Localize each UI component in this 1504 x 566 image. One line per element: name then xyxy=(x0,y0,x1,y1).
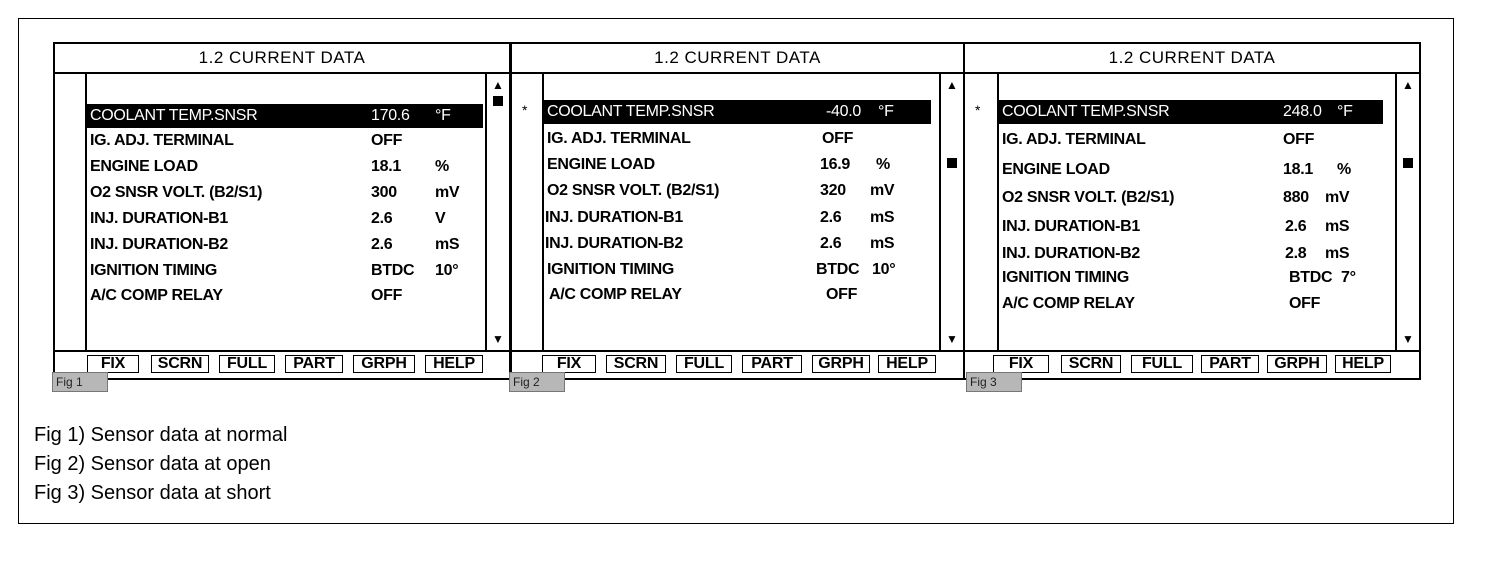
fig-tag-1: Fig 1 xyxy=(52,372,108,392)
item-value: 248.0 xyxy=(1283,103,1322,120)
list-item[interactable] xyxy=(544,206,937,230)
list-item[interactable] xyxy=(544,153,937,177)
list-item[interactable] xyxy=(87,104,483,128)
part-button[interactable]: PART xyxy=(285,355,343,373)
list-item[interactable] xyxy=(87,181,483,205)
scroll-down-icon[interactable]: ▼ xyxy=(946,332,958,346)
item-value: BTDC xyxy=(1289,269,1333,286)
item-value: 2.8 xyxy=(1285,245,1307,262)
scrollbar[interactable] xyxy=(485,72,509,352)
function-key-bar xyxy=(55,350,509,378)
panel-title: 1.2 CURRENT DATA xyxy=(55,44,509,74)
list-item[interactable] xyxy=(544,283,937,307)
data-list[interactable] xyxy=(87,72,483,352)
list-item[interactable] xyxy=(999,186,1393,210)
item-value: BTDC xyxy=(371,262,415,279)
function-key-bar xyxy=(512,350,963,378)
caption-3: Fig 3) Sensor data at short xyxy=(34,482,271,504)
item-label: COOLANT TEMP.SNSR xyxy=(90,107,258,124)
item-label: INJ. DURATION-B2 xyxy=(90,236,229,253)
item-label: INJ. DURATION-B1 xyxy=(545,209,684,226)
scroll-thumb-icon[interactable] xyxy=(493,96,503,106)
scroll-thumb-icon[interactable] xyxy=(1403,158,1413,168)
item-unit: °F xyxy=(1337,103,1353,120)
grph-button[interactable]: GRPH xyxy=(812,355,870,373)
item-value: OFF xyxy=(371,287,403,304)
list-item[interactable] xyxy=(87,207,483,231)
help-button[interactable]: HELP xyxy=(425,355,483,373)
item-value: 16.9 xyxy=(820,156,850,173)
item-value: 2.6 xyxy=(371,236,393,253)
scroll-up-icon[interactable]: ▲ xyxy=(1402,78,1414,92)
item-value: OFF xyxy=(1283,131,1315,148)
item-unit: mV xyxy=(870,182,895,199)
item-value: 880 xyxy=(1283,189,1309,206)
item-value: BTDC xyxy=(816,261,860,278)
item-value: 2.6 xyxy=(1285,218,1307,235)
item-value: 18.1 xyxy=(371,158,401,175)
list-item[interactable] xyxy=(87,129,483,153)
list-item[interactable] xyxy=(544,258,937,282)
item-label: ENGINE LOAD xyxy=(1002,161,1110,178)
item-unit: mS xyxy=(1325,245,1350,262)
item-value: -40.0 xyxy=(826,103,861,120)
selection-marker-icon: * xyxy=(522,102,528,118)
data-list[interactable] xyxy=(544,72,937,352)
fig-tag-3: Fig 3 xyxy=(966,372,1022,392)
item-unit: % xyxy=(876,156,890,173)
item-unit: 10° xyxy=(872,261,896,278)
item-unit: mV xyxy=(435,184,460,201)
help-button[interactable]: HELP xyxy=(878,355,936,373)
item-label: ENGINE LOAD xyxy=(547,156,655,173)
selection-marker-icon: * xyxy=(975,102,981,118)
full-button[interactable]: FULL xyxy=(1131,355,1193,373)
list-item[interactable] xyxy=(999,266,1393,290)
item-unit: °F xyxy=(435,107,451,124)
fix-button[interactable]: FIX xyxy=(542,355,596,373)
item-value: OFF xyxy=(822,130,854,147)
item-label: A/C COMP RELAY xyxy=(549,286,682,303)
current-data-panel-3 xyxy=(963,42,1421,380)
item-unit: mS xyxy=(1325,218,1350,235)
current-data-panel-2 xyxy=(510,42,965,380)
item-label: IGNITION TIMING xyxy=(90,262,218,279)
list-item[interactable] xyxy=(87,233,483,257)
part-button[interactable]: PART xyxy=(1201,355,1259,373)
fix-button[interactable]: FIX xyxy=(87,355,139,373)
list-item[interactable] xyxy=(999,158,1393,182)
item-unit: 7° xyxy=(1341,269,1356,286)
panel-title: 1.2 CURRENT DATA xyxy=(965,44,1419,74)
panel-title: 1.2 CURRENT DATA xyxy=(512,44,963,74)
item-value: OFF xyxy=(1289,295,1321,312)
list-item[interactable] xyxy=(999,215,1393,239)
scroll-down-icon[interactable]: ▼ xyxy=(1402,332,1414,346)
item-label: COOLANT TEMP.SNSR xyxy=(547,103,715,120)
item-unit: °F xyxy=(878,103,894,120)
item-label: A/C COMP RELAY xyxy=(90,287,223,304)
item-value: OFF xyxy=(371,132,403,149)
full-button[interactable]: FULL xyxy=(219,355,275,373)
item-label: IGNITION TIMING xyxy=(547,261,675,278)
item-label: O2 SNSR VOLT. (B2/S1) xyxy=(90,184,263,201)
item-label: IG. ADJ. TERMINAL xyxy=(1002,131,1146,148)
scrn-button[interactable]: SCRN xyxy=(151,355,209,373)
fix-button[interactable]: FIX xyxy=(993,355,1049,373)
scrn-button[interactable]: SCRN xyxy=(1061,355,1121,373)
item-value: 170.6 xyxy=(371,107,410,124)
caption-1: Fig 1) Sensor data at normal xyxy=(34,424,288,446)
item-unit: % xyxy=(1337,161,1351,178)
item-value: 300 xyxy=(371,184,397,201)
list-item[interactable] xyxy=(999,242,1393,266)
scrn-button[interactable]: SCRN xyxy=(606,355,666,373)
scroll-thumb-icon[interactable] xyxy=(947,158,957,168)
item-label: INJ. DURATION-B2 xyxy=(1002,245,1141,262)
scroll-down-icon[interactable]: ▼ xyxy=(492,332,504,346)
item-label: ENGINE LOAD xyxy=(90,158,198,175)
item-label: INJ. DURATION-B1 xyxy=(90,210,229,227)
item-value: 2.6 xyxy=(371,210,393,227)
item-value: 18.1 xyxy=(1283,161,1313,178)
data-list[interactable] xyxy=(999,72,1393,352)
item-label: A/C COMP RELAY xyxy=(1002,295,1135,312)
function-key-bar xyxy=(965,350,1419,378)
item-label: INJ. DURATION-B1 xyxy=(1002,218,1141,235)
scroll-up-icon[interactable]: ▲ xyxy=(946,78,958,92)
item-label: IGNITION TIMING xyxy=(1002,269,1130,286)
item-value: 2.6 xyxy=(820,209,842,226)
part-button[interactable]: PART xyxy=(742,355,802,373)
item-label: IG. ADJ. TERMINAL xyxy=(547,130,691,147)
grph-button[interactable]: GRPH xyxy=(1267,355,1327,373)
selection-gutter xyxy=(55,72,87,352)
item-unit: mV xyxy=(1325,189,1350,206)
fig-tag-2: Fig 2 xyxy=(509,372,565,392)
scrollbar[interactable] xyxy=(939,72,963,352)
item-unit: 10° xyxy=(435,262,459,279)
item-value: OFF xyxy=(826,286,858,303)
list-item[interactable] xyxy=(999,292,1393,316)
item-value: 2.6 xyxy=(820,235,842,252)
current-data-panel-1 xyxy=(53,42,511,380)
list-item[interactable] xyxy=(87,259,483,283)
list-item[interactable] xyxy=(87,284,483,308)
item-label: O2 SNSR VOLT. (B2/S1) xyxy=(547,182,720,199)
item-unit: % xyxy=(435,158,449,175)
item-unit: mS xyxy=(870,209,895,226)
list-item[interactable] xyxy=(87,155,483,179)
item-value: 320 xyxy=(820,182,846,199)
selection-gutter xyxy=(965,72,999,352)
item-label: COOLANT TEMP.SNSR xyxy=(1002,103,1170,120)
item-label: O2 SNSR VOLT. (B2/S1) xyxy=(1002,189,1175,206)
selection-gutter xyxy=(512,72,544,352)
grph-button[interactable]: GRPH xyxy=(353,355,415,373)
help-button[interactable]: HELP xyxy=(1335,355,1391,373)
list-item[interactable] xyxy=(544,100,931,124)
full-button[interactable]: FULL xyxy=(676,355,732,373)
item-unit: mS xyxy=(435,236,460,253)
list-item[interactable] xyxy=(544,232,937,256)
caption-2: Fig 2) Sensor data at open xyxy=(34,453,271,475)
list-item[interactable] xyxy=(544,127,937,151)
item-label: INJ. DURATION-B2 xyxy=(545,235,684,252)
list-item[interactable] xyxy=(999,100,1383,124)
scrollbar[interactable] xyxy=(1395,72,1419,352)
scroll-up-icon[interactable]: ▲ xyxy=(492,78,504,92)
item-unit: mS xyxy=(870,235,895,252)
item-unit: V xyxy=(435,210,446,227)
list-item[interactable] xyxy=(999,128,1393,152)
list-item[interactable] xyxy=(544,179,937,203)
item-label: IG. ADJ. TERMINAL xyxy=(90,132,234,149)
